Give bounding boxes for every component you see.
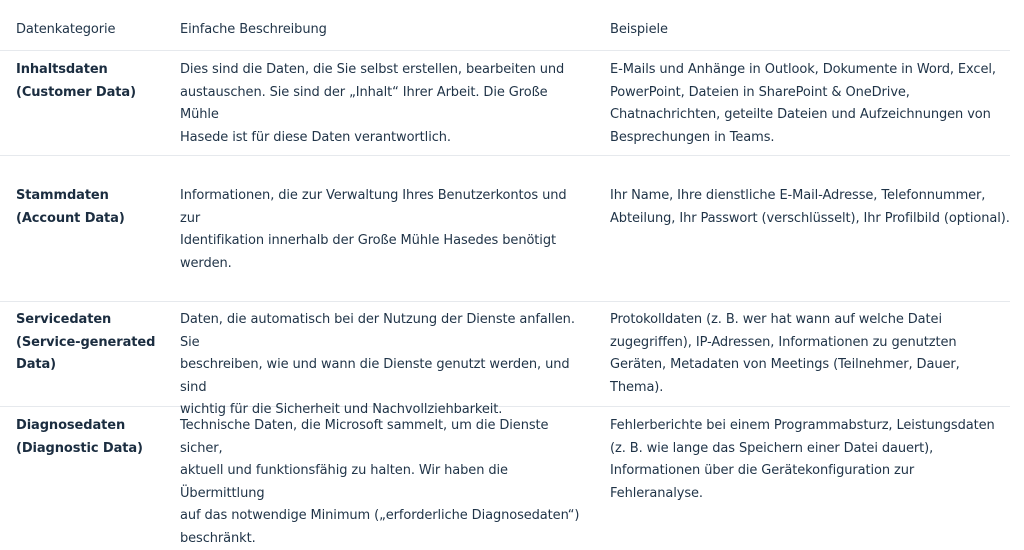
row-category: Stammdaten (Account Data) xyxy=(16,188,125,226)
column-header-description: Einfache Beschreibung xyxy=(180,22,327,37)
row-category: Diagnosedaten (Diagnostic Data) xyxy=(16,418,143,456)
row-description: Dies sind die Daten, die Sie selbst erstellen, bearbeiten und austauschen. Sie sind der „Inhalt“ Ihrer Arbeit. Die Große Mühle Hasede ist für diese Daten verantwortlich. xyxy=(180,62,565,145)
table-header-row xyxy=(0,0,1010,51)
table-row xyxy=(0,407,1010,546)
row-examples: E-Mails und Anhänge in Outlook, Dokumente in Word, Excel, PowerPoint, Dateien in SharePoint & OneDrive, Chatnachrichten, geteilte Dateien und Aufzeichnungen von Besprechungen in Teams. xyxy=(610,62,996,145)
row-examples: Fehlerberichte bei einem Programmabsturz, Leistungsdaten (z. B. wie lange das Speichern einer Datei dauert), Informationen über die Gerätekonfiguration zur Fehleranalyse. xyxy=(610,418,995,501)
table-row xyxy=(0,156,1010,302)
row-category: Inhaltsdaten (Customer Data) xyxy=(16,62,136,100)
table-row xyxy=(0,51,1010,156)
row-description: Informationen, die zur Verwaltung Ihres Benutzerkontos und zur Identifikation innerhalb der Große Mühle Hasedes benötigt werden. xyxy=(180,188,567,271)
column-header-category: Datenkategorie xyxy=(16,22,116,37)
row-description: Daten, die automatisch bei der Nutzung der Dienste anfallen. Sie beschreiben, wie und wann die Dienste genutzt werden, und sind wichtig für die Sicherheit und Nachvollziehbarkeit. xyxy=(180,312,575,417)
column-header-examples: Beispiele xyxy=(610,22,668,37)
row-examples: Ihr Name, Ihre dienstliche E-Mail-Adresse, Telefonnummer, Abteilung, Ihr Passwort (verschlüsselt), Ihr Profilbild (optional). xyxy=(610,188,1010,226)
row-description: Technische Daten, die Microsoft sammelt, um die Dienste sicher, aktuell und funktionsfähig zu halten. Wir haben die Übermittlung auf das notwendige Minimum („erforderliche Diagnosedaten“) beschränkt. xyxy=(180,418,580,546)
row-examples: Protokolldaten (z. B. wer hat wann auf welche Datei zugegriffen), IP-Adressen, Informationen zu genutzten Geräten, Metadaten von Meetings (Teilnehmer, Dauer, Thema). xyxy=(610,312,960,395)
table-row xyxy=(0,302,1010,417)
row-category: Servicedaten (Service-generated Data) xyxy=(16,312,156,372)
